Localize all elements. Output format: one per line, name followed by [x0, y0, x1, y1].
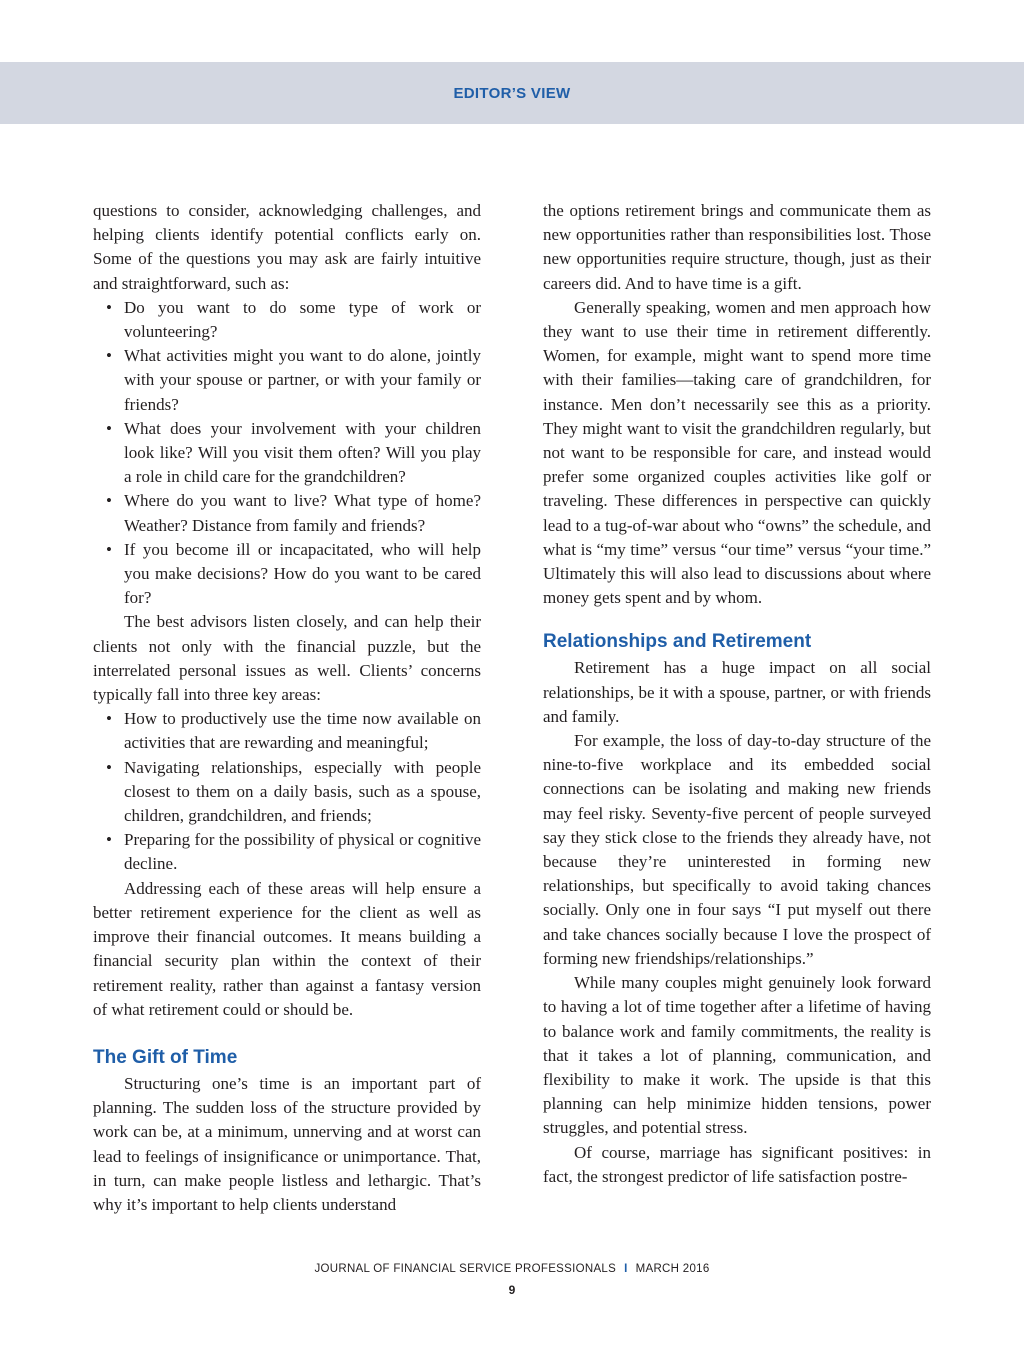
bullet-icon: • — [106, 346, 112, 366]
paragraph: questions to consider, acknowledging challenges, and helping clients identify potential conflicts early on. Some of the questions you may ask are fairly intuitive and straightforward, such as: — [93, 201, 481, 293]
bullet-icon: • — [106, 418, 112, 438]
list-item: • Navigating relationships, especially with people closest to them on a daily basis, such as a spouse, children, grandchildren, and friends; — [106, 757, 481, 826]
issue-date: MARCH 2016 — [635, 1263, 710, 1275]
footer-separator: I — [624, 1263, 628, 1275]
bullet-icon: • — [106, 539, 112, 559]
journal-name: JOURNAL OF FINANCIAL SERVICE PROFESSIONALS — [314, 1263, 617, 1275]
section-banner — [0, 62, 1024, 124]
paragraph: While many couples might genuinely look forward to having a lot of time together after a lifetime of having to balance work and family commitments, the reality is that it takes a lot of planning, communication, and flexibility to make it work. The upside is that this planning can help minimize hidden tensions, power struggles, and potential stress. — [543, 973, 931, 1138]
bullet-icon: • — [106, 491, 112, 511]
question-list — [93, 296, 481, 611]
bullet-icon: • — [106, 757, 112, 777]
paragraph: For example, the loss of day-to-day structure of the nine-to-five workplace and its embedded social connections can be isolating and making new friends may feel risky. Seventy-five percent of people surveyed say they stick close to the friends they already have, not because they’re uninterested in forming new relationships, but specifically to avoid taking chances socially. Only one in four says “I put myself out there and take chances socially because I love the prospect of forming new friendships/relationships.” — [543, 731, 931, 968]
left-column — [93, 199, 481, 1217]
bullet-icon: • — [106, 297, 112, 317]
page-number: 9 — [508, 1283, 516, 1297]
list-item: • What does your involvement with your children look like? Will you visit them often? Will you play a role in child care for the grandchildren? — [106, 418, 481, 487]
paragraph: the options retirement brings and communicate them as new opportunities rather than responsibilities lost. Those new opportunities require structure, though, just as their careers did. And to have time is a gift. — [543, 201, 931, 293]
paragraph: Retirement has a huge impact on all social relationships, be it with a spouse, partner, or with friends and family. — [543, 658, 931, 726]
paragraph: The best advisors listen closely, and can help their clients not only with the financial puzzle, but the interrelated personal issues as well. Clients’ concerns typically fall into three key areas: — [93, 612, 481, 705]
section-heading: Relationships and Retirement — [543, 631, 812, 653]
list-item: • Preparing for the possibility of physical or cognitive decline. — [106, 830, 481, 874]
paragraph: Addressing each of these areas will help ensure a better retirement experience for the client as well as improve their financial outcomes. It means building a financial security plan within the context of their retirement reality, rather than against a fantasy version of what retirement could or should be. — [93, 878, 481, 1019]
page-footer — [0, 1263, 1024, 1275]
section-title: EDITOR’S VIEW — [453, 84, 571, 102]
right-column — [543, 199, 931, 1189]
paragraph: Structuring one’s time is an important part of planning. The sudden loss of the structure provided by work can be, at a minimum, unnerving and at worst can lead to feelings of insignificance or unimportance. That, in turn, can make people listless and lethargic. That’s why it’s important to help clients understand — [93, 1073, 481, 1214]
concerns-list — [93, 707, 481, 876]
list-item: • How to productively use the time now available on activities that are rewarding and meaningful; — [106, 709, 481, 753]
list-item: • Where do you want to live? What type of home? Weather? Distance from family and friends? — [106, 491, 481, 535]
list-item: • If you become ill or incapacitated, who will help you make decisions? How do you want to be cared for? — [106, 539, 481, 608]
bullet-icon: • — [106, 830, 112, 850]
paragraph: Of course, marriage has significant positives: in fact, the strongest predictor of life satisfaction postre- — [543, 1142, 931, 1186]
list-item: • Do you want to do some type of work or volunteering? — [106, 297, 481, 342]
section-heading: The Gift of Time — [93, 1046, 238, 1068]
bullet-icon: • — [106, 709, 112, 729]
paragraph: Generally speaking, women and men approach how they want to use their time in retirement differently. Women, for example, might want to spend more time with their families—taking care of grandchildren, for instance. Men don’t necessarily see this as a priority. They might want to visit the grandchildren regularly, but not want to be responsible for care, and instead would prefer some organized couples activities like golf or traveling. These differences in perspective can quickly lead to a tug-of-war about who “owns” the schedule, and what is “my time” versus “our time” versus “your time.” Ultimately this will also lead to discussions about where money gets spent and by whom. — [543, 297, 931, 608]
list-item: • What activities might you want to do alone, jointly with your spouse or partner, or with your family or friends? — [106, 346, 481, 414]
